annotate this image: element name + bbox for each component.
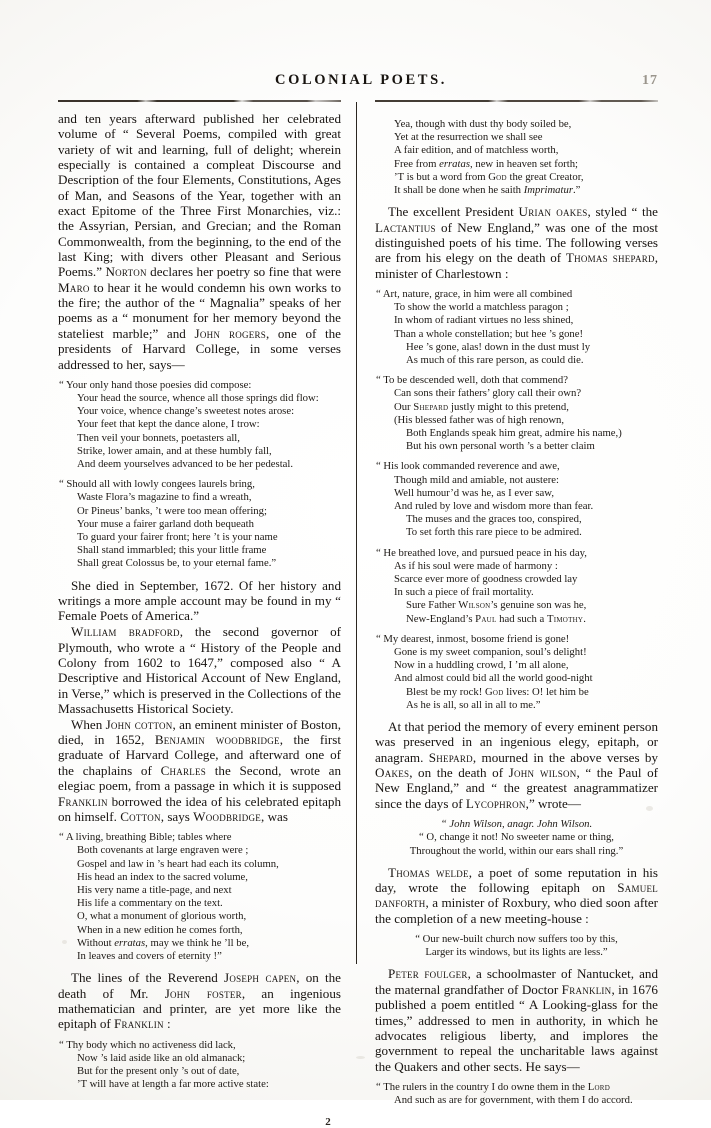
paragraph: She died in September, 1672. Of her history and writings a more ample account may be found in my “ Female Poets of America.” xyxy=(58,577,341,624)
verse-line: “ My dearest, inmost, bosome friend is gone! xyxy=(376,632,570,645)
verse-line: Than a whole constellation; but hee ’s gone! xyxy=(394,327,584,340)
verse-line: Your muse a fairer garland doth bequeath xyxy=(77,517,254,530)
paragraph: and ten years afterward published her celebrated volume of “ Several Poems, compiled with great variety of wit and learning, full of delight; wherein especially is contained a compleat Discourse and Description of the four Elements, Constitutions, Ages of Man, and Seasons of the Year, together with an exact Epitome of the Three First Monarchies, viz.: the Assyrian, Persian, and Grecian; and the Roman Commonwealth, from the beginning, to the end of the last King; with divers other Pleasant and Serious Poems.” Norton declares her poetry so fine that were Maro to hear it he would condemn his own works to the fire; the author of the “ Magnalia” speaks of her poems as a “ monument for her memory beyond the stateliest marble;” and John rogers, one of the presidents of Harvard College, in some verses addressed to her, says— xyxy=(58,111,342,372)
verse-line: “ He breathed love, and pursued peace in his day, xyxy=(376,546,587,559)
verse-block xyxy=(375,633,658,712)
paragraph: Thomas welde, a poet of some reputation in his day, wrote the following epitaph on Samuel danforth, a minister of Roxbury, who died soon after the completion of a new meeting-house : xyxy=(375,864,659,926)
verse-line: “ Should all with lowly congees laurels bring, xyxy=(59,478,255,491)
column-left xyxy=(58,111,341,1114)
verse-line: “ Our new-built church now suffers too by this, xyxy=(415,933,618,946)
verse-line: Though mild and amiable, not austere: xyxy=(394,473,560,486)
verse-line: And such as are for government, with them I do accord. xyxy=(394,1094,633,1107)
verse-line: It shall be done when he saith Imprimatur.” xyxy=(394,184,581,197)
verse-line: And almost could bid all the world good-night xyxy=(394,672,593,685)
header-rules xyxy=(58,100,658,104)
verse-line: Our Shepard justly might to this pretend, xyxy=(394,400,569,413)
verse-line: Sure Father Wilson’s genuine son was he, xyxy=(406,599,587,612)
verse-line: But his own personal worth ’s a better claim xyxy=(406,440,595,453)
verse-line: A fair edition, and of matchless worth, xyxy=(394,144,559,157)
verse-line: As much of this rare person, as could die. xyxy=(406,353,584,366)
verse-line: His very name a title-page, and next xyxy=(77,884,232,896)
running-head-title: COLONIAL POETS. xyxy=(275,72,447,88)
header-rule-right xyxy=(375,100,658,102)
verse-line: Strike, lower amain, and at these humbly fall, xyxy=(77,444,272,457)
page-content xyxy=(58,72,658,1128)
verse-line: But for the present only ’s out of date, xyxy=(77,1065,240,1077)
verse-block xyxy=(58,831,341,963)
verse-line: “ Thy body which no activeness did lack, xyxy=(59,1038,236,1051)
verse-line: When in a new edition he comes forth, xyxy=(77,923,243,936)
verse-line: Hee ’s gone, alas! down in the dust must ly xyxy=(406,340,591,353)
verse-line: “ A living, breathing Bible; tables where xyxy=(59,831,232,844)
verse-line: In whom of radiant virtues no less shined, xyxy=(394,314,574,327)
signature-mark: 2 xyxy=(325,1116,331,1128)
verse-line: As if his soul were made of harmony : xyxy=(394,559,558,572)
page-number: 17 xyxy=(642,73,658,88)
verse-line: “ Your only hand those poesies did compose: xyxy=(59,378,252,391)
paragraph: Peter foulger, a schoolmaster of Nantucket, and the maternal grandfather of Doctor Franklin, in 1676 published a poem entitled “ A Looking-glass for the times,” addressed to men in authority, in which he advocates religious liberty, and implores the government to repeal the uncharitable laws against the Quakers and other sects. He says— xyxy=(375,966,659,1074)
verse-line: O, what a monument of glorious worth, xyxy=(77,910,247,923)
verse-block xyxy=(375,547,658,626)
verse-line: Now in a huddling crowd, I ’m all alone, xyxy=(394,659,569,672)
verse-block xyxy=(375,933,658,959)
verse-line: Blest be my rock! God lives: O! let him be xyxy=(406,685,589,698)
paragraph: The excellent President Urian oakes, styled “ the Lactantius of New England,” was one of the most distinguished poets of his time. The following verses are from his elegy on the death of Thomas shepard, minister of Charlestown : xyxy=(375,204,658,281)
paragraph: When John cotton, an eminent minister of Boston, died, in 1652, Benjamin woodbridge, the first graduate of Harvard College, and afterward one of the chaplains of Charles the Second, wrote an elegiac poem, from a passage in which it is supposed Franklin borrowed the idea of his celebrated epitaph on himself. Cotton, says Woodbridge, was xyxy=(58,716,341,824)
header-rule-left xyxy=(58,100,341,102)
verse-line: “ His look commanded reverence and awe, xyxy=(376,460,560,473)
verse-line: Can sons their fathers’ glory call their own? xyxy=(394,387,582,400)
verse-line: Your feet that kept the dance alone, I trow: xyxy=(77,418,260,431)
verse-line: Throughout the world, within our ears shall ring.” xyxy=(409,844,624,857)
verse-block xyxy=(375,818,658,858)
verse-block xyxy=(375,118,658,197)
verse-block xyxy=(375,1081,658,1107)
verse-line: The muses and the graces too, conspired, xyxy=(406,513,582,526)
verse-block xyxy=(58,1039,341,1092)
text-columns xyxy=(58,111,658,1114)
running-head xyxy=(58,72,658,98)
verse-line: Shall stand immarbled; this your little frame xyxy=(77,544,267,557)
verse-line: Or Pineus’ banks, ’t were too mean offering; xyxy=(77,504,267,517)
verse-line: “ To be descended well, doth that commend? xyxy=(376,374,568,387)
column-divider-rule xyxy=(356,102,357,964)
verse-line: “ The rulers in the country I do owne them in the Lord xyxy=(376,1080,611,1093)
verse-line: “ Art, nature, grace, in him were all combined xyxy=(376,287,573,300)
column-right xyxy=(375,111,658,1114)
verse-line: ’T will have at length a far more active state: xyxy=(77,1078,269,1091)
verse-line: “ O, change it not! No sweeter name or thing, xyxy=(419,831,614,844)
verse-line: Now ’s laid aside like an old almanack; xyxy=(77,1051,246,1064)
verse-block xyxy=(58,478,341,570)
verse-line: His head an index to the sacred volume, xyxy=(77,870,248,883)
verse-line: Then veil your bonnets, poetasters all, xyxy=(77,431,240,444)
verse-block xyxy=(375,288,658,367)
verse-line: Both covenants at large engraven were ; xyxy=(77,844,249,857)
verse-line: Shall great Colossus be, to your eternal fame.” xyxy=(77,557,277,570)
verse-line: In such a piece of frail mortality. xyxy=(394,586,534,599)
verse-line: Your voice, whence change’s sweetest notes arose: xyxy=(77,405,295,418)
verse-line: Both Englands speak him great, admire his name,) xyxy=(406,426,622,439)
verse-line: Gone is my sweet companion, soul’s delight! xyxy=(394,646,587,659)
verse-line: As he is all, so all in all to me.” xyxy=(406,698,541,711)
verse-line: Yet at the resurrection we shall see xyxy=(394,131,543,144)
verse-line: Your head the source, whence all those springs did flow: xyxy=(77,392,319,405)
verse-line: Larger its windows, but its lights are less.” xyxy=(425,946,608,959)
verse-line: His life a commentary on the text. xyxy=(77,897,223,910)
verse-line: Well humour’d was he, as I ever saw, xyxy=(394,486,554,499)
verse-line: And ruled by love and wisdom more than fear. xyxy=(394,499,594,512)
verse-block xyxy=(58,379,341,471)
verse-line: Without erratas, may we think he ’ll be, xyxy=(77,936,250,949)
verse-block xyxy=(375,460,658,539)
verse-line: And deem yourselves advanced to be her pedestal. xyxy=(77,458,294,471)
verse-line: Scarce ever more of goodness crowded lay xyxy=(394,573,578,585)
verse-line: ’T is but a word from God the great Creator, xyxy=(394,170,584,183)
verse-line: In leaves and covers of eternity !” xyxy=(77,950,222,963)
verse-line: Yea, though with dust thy body soiled be, xyxy=(394,118,572,130)
verse-block xyxy=(375,374,658,453)
paragraph: At that period the memory of every eminent person was preserved in an ingenious elegy, epitaph, or anagram. Shepard, mourned in the above verses by Oakes, on the death of John wilson, “ the Paul of New England,” and “ the greatest anagrammatizer since the days of Lycophron,” wrote— xyxy=(375,719,658,811)
verse-line: New-England’s Paul had such a Timothy. xyxy=(406,612,586,625)
verse-line: “ John Wilson, anagr. John Wilson. xyxy=(440,818,593,831)
paragraph: William bradford, the second governor of Plymouth, who wrote a “ History of the People and Colony from 1602 to 1647,” composed also “ A Descriptive and Historical Account of New England, in Verse,” which is preserved in the Collections of the Massachusetts Historical Society. xyxy=(58,624,341,716)
verse-line: To show the world a matchless paragon ; xyxy=(394,301,569,314)
verse-line: Free from erratas, new in heaven set forth; xyxy=(394,157,579,170)
verse-line: To set forth this rare piece to be admired. xyxy=(406,526,582,539)
verse-line: To guard your fairer front; here ’t is your name xyxy=(77,531,278,544)
verse-line: Waste Flora’s magazine to find a wreath, xyxy=(77,491,252,504)
verse-line: Gospel and law in ’s heart had each its column, xyxy=(77,857,279,870)
paragraph: The lines of the Reverend Joseph capen, on the death of Mr. John foster, an ingenious mathematician and printer, are yet more like the epitaph of Franklin : xyxy=(58,970,341,1032)
verse-line: (His blessed father was of high renown, xyxy=(394,413,565,426)
